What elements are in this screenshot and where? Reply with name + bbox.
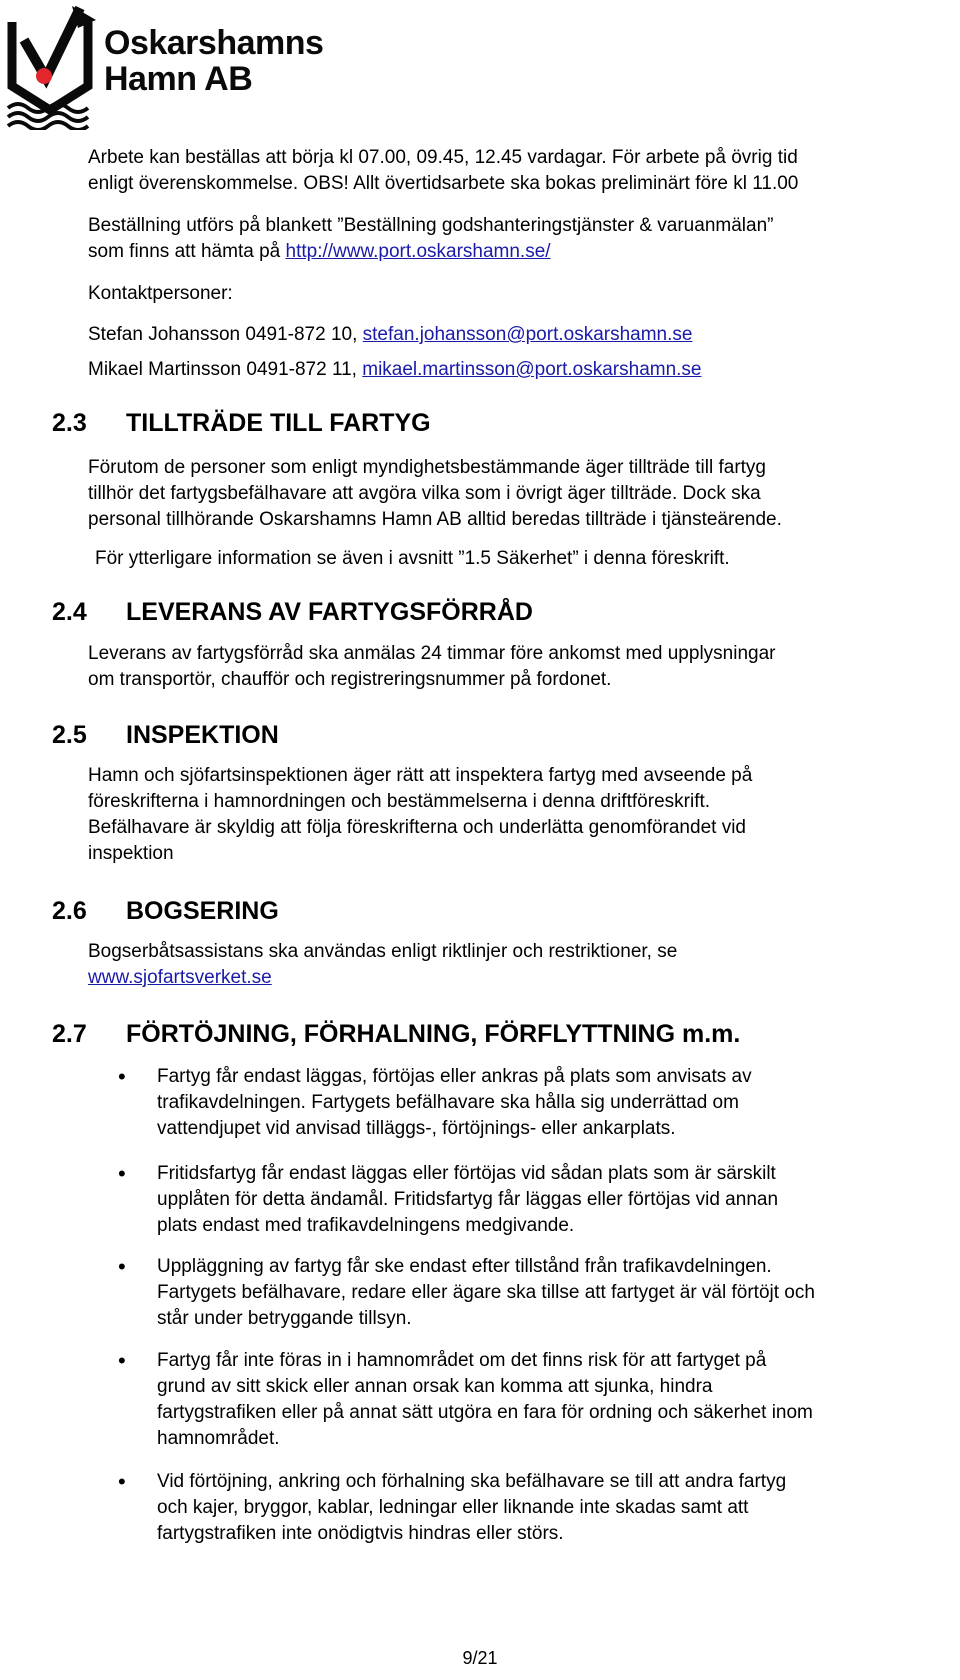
section-2-5-line-3: Befälhavare är skyldig att följa föreskrifterna och underlätta genomförandet vid [88,817,746,838]
bullet-4-line-3: fartygstrafiken eller på annat sätt utgöra en fara för ordning och säkerhet inom [157,1402,813,1423]
section-2-3-note: För ytterligare information se även i avsnitt ”1.5 Säkerhet” i denna föreskrift. [95,548,730,569]
section-number: 2.6 [52,897,87,925]
bullet-icon: • [118,1469,126,1494]
contact-stefan-text: Stefan Johansson 0491-872 10, [88,324,363,345]
section-2-6-line-2 [88,965,948,991]
bullet-1-line-3: vattendjupet vid anvisad tilläggs-, förtöjnings- eller ankarplats. [157,1118,676,1139]
section-2-4-line-1: Leverans av fartygsförråd ska anmälas 24 timmar före ankomst med upplysningar [88,643,776,664]
section-2-5-line-1: Hamn och sjöfartsinspektionen äger rätt att inspektera fartyg med avseende på [88,765,753,786]
section-2-3-line-3: personal tillhörande Oskarshamns Hamn AB alltid beredas tillträde i tjänsteärende. [88,509,782,530]
bullet-icon: • [118,1161,126,1186]
section-2-3-line-1: Förutom de personer som enligt myndighetsbestämmande äger tillträde till fartyg [88,457,766,478]
section-title: BOGSERING [126,897,279,925]
intro-line-3: Beställning utförs på blankett ”Beställning godshanteringstjänster & varuanmälan” [88,215,774,236]
bullet-2-line-1: Fritidsfartyg får endast läggas eller förtöjas vid sådan plats som är särskilt [157,1163,776,1184]
bullet-3-line-1: Uppläggning av fartyg får ske endast efter tillstånd från trafikavdelningen. [157,1256,772,1277]
logo-text-line2: Hamn AB [104,60,253,98]
section-heading-2-5 [52,720,279,750]
page-number: 9/21 [462,1648,498,1668]
bullet-3-line-3: står under betryggande tillsyn. [157,1308,412,1329]
section-title: FÖRTÖJNING, FÖRHALNING, FÖRFLYTTNING m.m. [126,1020,741,1048]
bullet-2-line-2: upplåten för detta ändamål. Fritidsfartyg får läggas eller förtöjas vid annan [157,1189,779,1210]
contact-mikael [88,357,948,383]
section-2-5-line-4: inspektion [88,843,174,864]
contact-mikael-email-link[interactable]: mikael.martinsson@port.oskarshamn.se [362,359,702,380]
bullet-3-line-2: Fartygets befälhavare, redare eller ägare ska tillse att fartyget är väl förtöjt och [157,1282,815,1303]
section-heading-2-7 [52,1019,740,1049]
intro-line-4-text: som finns att hämta på [88,241,286,262]
bullet-icon: • [118,1254,126,1279]
section-2-3-line-2: tillhör det fartygsbefälhavare att avgöra vilka som i övrigt äger tillträde. Dock ska [88,483,761,504]
intro-line-1: Arbete kan beställas att börja kl 07.00, 09.45, 12.45 vardagar. För arbete på övrig tid [88,147,798,168]
bullet-4-line-2: grund av sitt skick eller annan orsak kan komma att sjunka, hindra [157,1376,713,1397]
logo-text-line1: Oskarshamns [104,24,324,62]
section-title: INSPEKTION [126,721,279,749]
section-heading-2-3 [52,408,431,438]
section-number: 2.3 [52,409,87,437]
bullet-2-line-3: plats endast med trafikavdelningens medgivande. [157,1215,575,1236]
bullet-4-line-4: hamnområdet. [157,1428,280,1449]
section-2-4-line-2: om transportör, chaufför och registreringsnummer på fordonet. [88,669,612,690]
bullet-5-line-2: och kajer, bryggor, kablar, ledningar eller liknande inte skadas samt att [157,1497,749,1518]
port-website-link[interactable]: http://www.port.oskarshamn.se/ [285,241,551,262]
bullet-1-line-1: Fartyg får endast läggas, förtöjas eller ankras på plats som anvisats av [157,1066,752,1087]
section-number: 2.4 [52,598,87,626]
contacts-heading: Kontaktpersoner: [88,283,233,304]
bullet-icon: • [118,1348,126,1373]
harbour-crest-icon [6,0,102,130]
section-2-6-line-1: Bogserbåtsassistans ska användas enligt riktlinjer och restriktioner, se [88,941,678,962]
contact-mikael-text: Mikael Martinsson 0491-872 11, [88,359,363,380]
section-title: TILLTRÄDE TILL FARTYG [126,409,431,437]
contact-stefan [88,322,948,348]
sjofartsverket-link[interactable]: www.sjofartsverket.se [88,967,272,988]
section-heading-2-6 [52,896,279,926]
bullet-1-line-2: trafikavdelningen. Fartygets befälhavare ska hålla sig underrättad om [157,1092,739,1113]
bullet-5-line-1: Vid förtöjning, ankring och förhalning ska befälhavare se till att andra fartyg [157,1471,787,1492]
section-title: LEVERANS AV FARTYGSFÖRRÅD [126,598,533,626]
bullet-5-line-3: fartygstrafiken inte onödigtvis hindras eller störs. [157,1523,564,1544]
section-heading-2-4 [52,597,533,627]
section-number: 2.5 [52,721,87,749]
section-number: 2.7 [52,1020,87,1048]
contact-stefan-email-link[interactable]: stefan.johansson@port.oskarshamn.se [362,324,693,345]
intro-line-4 [88,239,948,265]
bullet-4-line-1: Fartyg får inte föras in i hamnområdet om det finns risk för att fartyget på [157,1350,767,1371]
intro-line-2: enligt överenskommelse. OBS! Allt övertidsarbete ska bokas preliminärt före kl 11.00 [88,173,799,194]
bullet-icon: • [118,1064,126,1089]
section-2-5-line-2: föreskrifterna i hamnordningen och bestämmelserna i denna driftföreskrift. [88,791,711,812]
company-logo [6,0,346,130]
